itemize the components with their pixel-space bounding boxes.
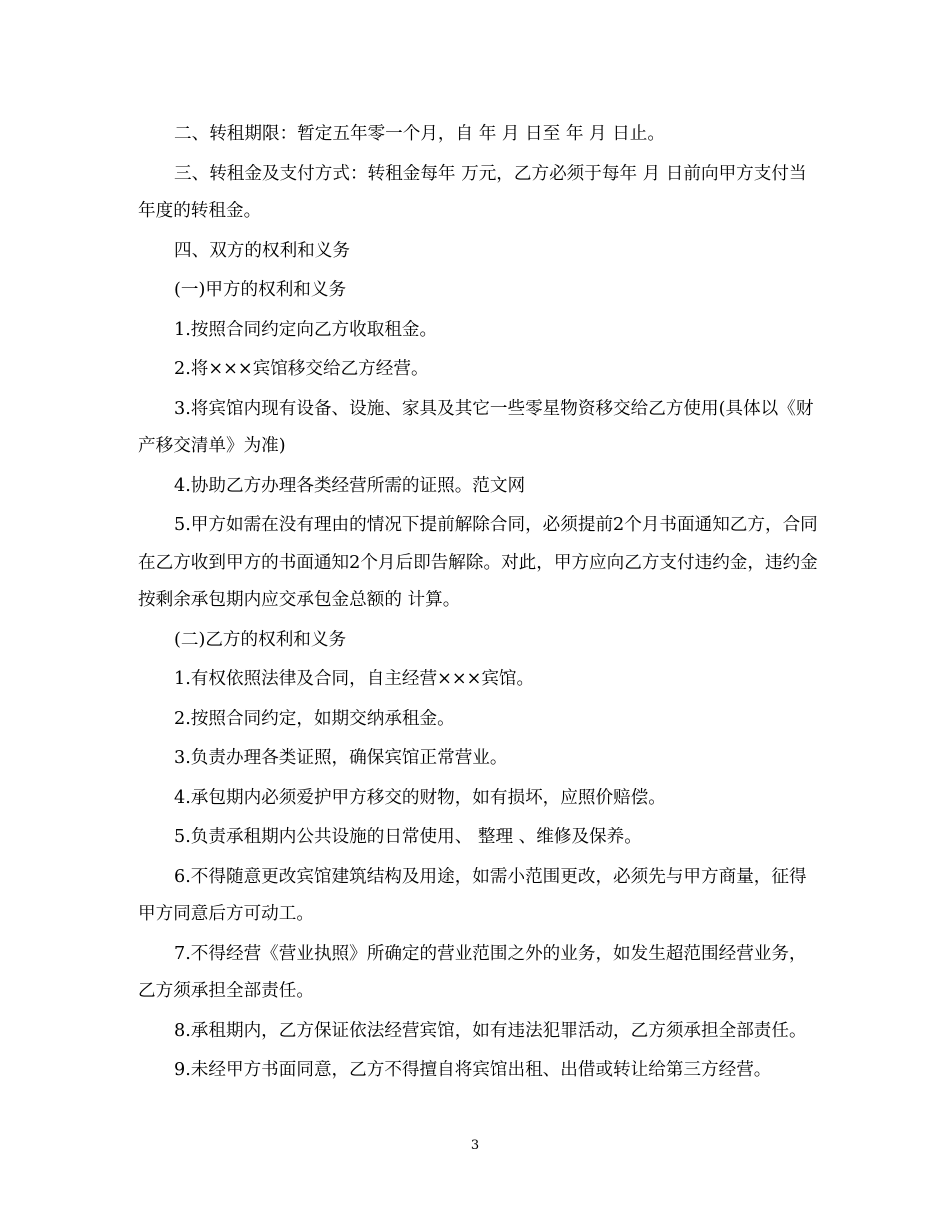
party-b-item-8: 8.承租期内，乙方保证依法经营宾馆，如有违法犯罪活动，乙方须承担全部责任。	[174, 1020, 807, 1041]
party-b-item-2: 2.按照合同约定，如期交纳承租金。	[174, 708, 455, 729]
paragraph-lease-term: 二、转租期限：暂定五年零一个月，自 年 月 日至 年 月 日止。	[174, 124, 665, 144]
party-b-item-3: 3.负责办理各类证照，确保宾馆正常营业。	[174, 748, 508, 768]
section-heading-rights: 四、双方的权利和义务	[174, 240, 350, 261]
party-b-item-5: 5.负责承租期内公共设施的日常使用、 整理 、维修及保养。	[174, 827, 642, 847]
subsection-heading-party-a: (一)甲方的权利和义务	[174, 280, 347, 300]
party-b-item-4: 4.承包期内必须爱护甲方移交的财物，如有损坏，应照价赔偿。	[174, 787, 666, 808]
subsection-heading-party-b: (二)乙方的权利和义务	[174, 629, 347, 650]
party-b-item-9: 9.未经甲方书面同意，乙方不得擅自将宾馆出租、出借或转让给第三方经营。	[174, 1060, 772, 1080]
document-body	[138, 116, 818, 1092]
party-a-item-4: 4.协助乙方办理各类经营所需的证照。范文网	[174, 475, 526, 496]
party-a-item-1: 1.按照合同约定向乙方收取租金。	[174, 319, 438, 340]
paragraph-rent-payment: 三、转租金及支付方式：转租金每年 万元，乙方必须于每年 月 日前向甲方支付当年度的转租金。	[138, 163, 807, 221]
party-b-item-1: 1.有权依照法律及合同，自主经营×××宾馆。	[174, 669, 535, 689]
party-b-item-7: 7.不得经营《营业执照》所确定的营业范围之外的业务，如发生超范围经营业务，乙方须承担全部责任。	[138, 943, 807, 1001]
party-a-item-3: 3.将宾馆内现有设备、设施、家具及其它一些零星物资移交给乙方使用(具体以《财产移交清单》为准)	[138, 398, 814, 456]
party-b-item-6: 6.不得随意更改宾馆建筑结构及用途，如需小范围更改，必须先与甲方商量，征得甲方同意后方可动工。	[138, 866, 807, 924]
party-a-item-5: 5.甲方如需在没有理由的情况下提前解除合同，必须提前2个月书面通知乙方，合同在乙方收到甲方的书面通知2个月后即告解除。对此，甲方应向乙方支付违约金，违约金按剩余承包期内应交承包金总额的 计算。	[138, 515, 818, 610]
party-a-item-2: 2.将×××宾馆移交给乙方经营。	[174, 359, 429, 379]
page-number: 3	[470, 1138, 480, 1153]
